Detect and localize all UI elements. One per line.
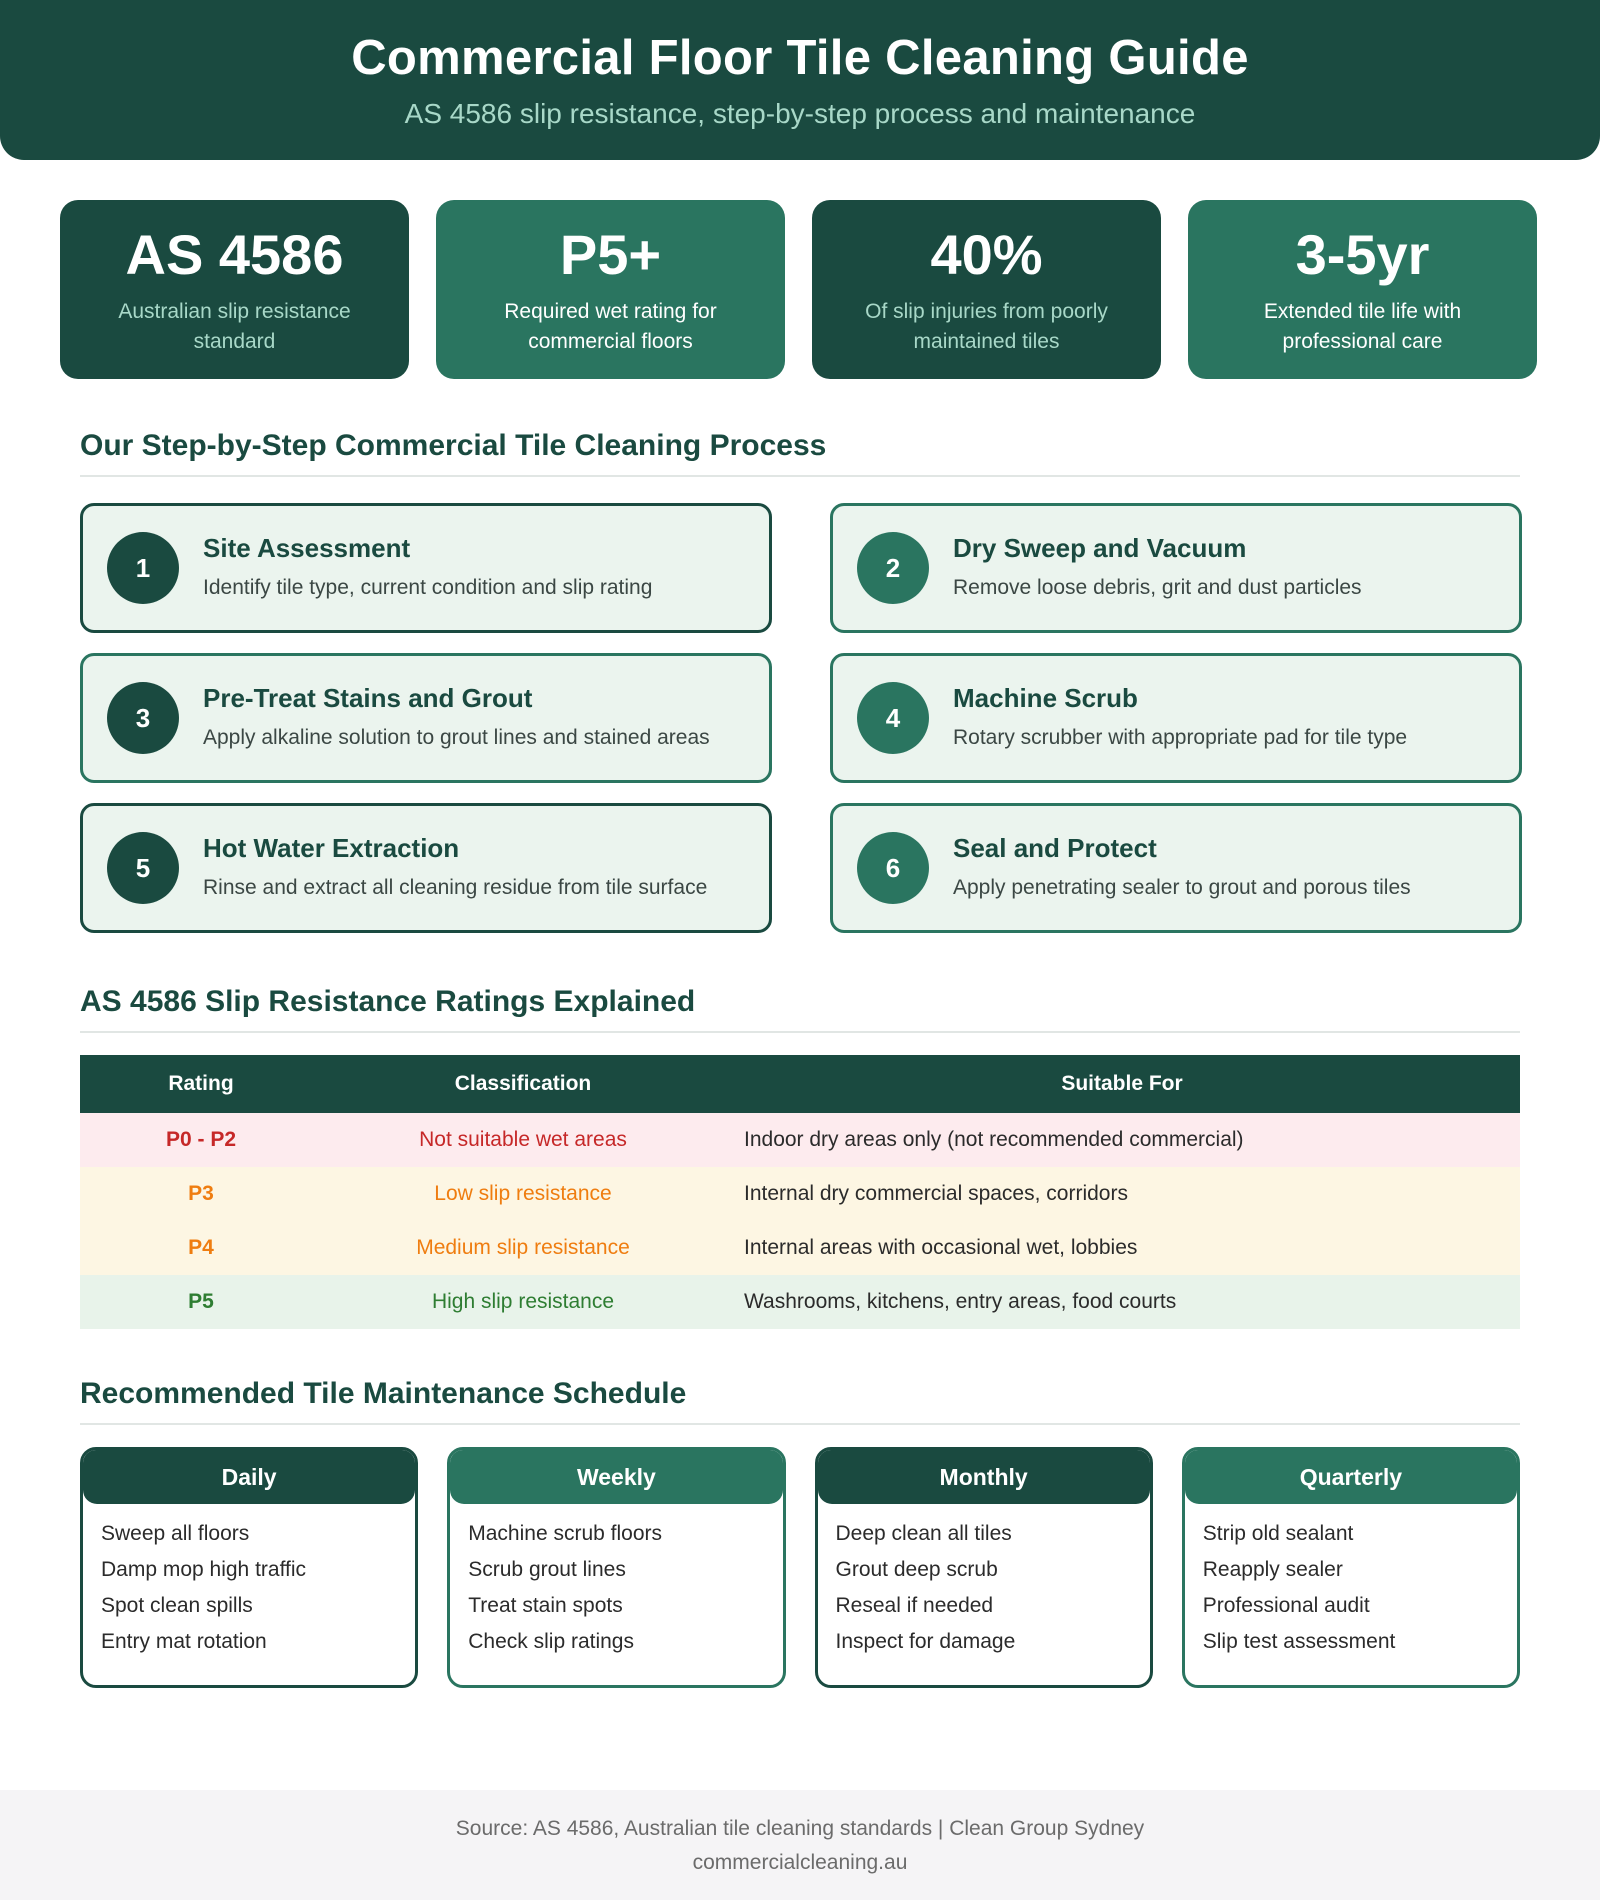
step-number-badge: 4 (857, 682, 929, 754)
classification-cell: Low slip resistance (434, 1182, 612, 1205)
classification-cell: High slip resistance (431, 1290, 615, 1313)
step-description: Rotary scrubber with appropriate pad for tile type (953, 725, 1408, 749)
rating-cell: P0 - P2 (165, 1128, 237, 1151)
stat-value: AS 4586 (125, 223, 344, 286)
schedule-card-heading: Quarterly (1185, 1450, 1517, 1504)
list-item: Reseal if needed (835, 1594, 994, 1617)
step-title: Machine Scrub (953, 682, 1138, 713)
schedule-card-quarterly (1182, 1447, 1520, 1688)
table-row (80, 1113, 1520, 1167)
process-section (80, 429, 1520, 1688)
step-card-2 (830, 503, 1522, 633)
schedule-title: Recommended Tile Maintenance Schedule (80, 1377, 1520, 1425)
table-header-row (80, 1055, 1520, 1113)
stat-card-injuries (812, 200, 1161, 379)
step-description: Identify tile type, current condition and slip rating (203, 575, 653, 599)
step-number-badge: 6 (857, 832, 929, 904)
schedule-card-weekly (447, 1447, 785, 1688)
table-row (80, 1167, 1520, 1221)
stat-card-rating (436, 200, 785, 379)
ratings-title: AS 4586 Slip Resistance Ratings Explained (80, 985, 1520, 1033)
step-title: Seal and Protect (953, 832, 1157, 863)
list-item: Treat stain spots (468, 1594, 623, 1617)
stat-value: 3-5yr (1295, 223, 1430, 286)
suitable-cell: Indoor dry areas only (not recommended commercial) (744, 1128, 1244, 1151)
list-item: Slip test assessment (1202, 1630, 1396, 1653)
step-number-badge: 1 (107, 532, 179, 604)
step-number-badge: 5 (107, 832, 179, 904)
step-description: Apply alkaline solution to grout lines and stained areas (203, 725, 710, 749)
stat-label: Required wet rating for commercial floors (504, 299, 717, 354)
step-title: Site Assessment (203, 532, 411, 563)
schedule-card-daily (80, 1447, 418, 1688)
step-card-4 (830, 653, 1522, 783)
suitable-cell: Internal dry commercial spaces, corridors (744, 1182, 1128, 1205)
list-item: Professional audit (1202, 1594, 1370, 1617)
step-card-3 (80, 653, 772, 783)
step-description: Apply penetrating sealer to grout and porous tiles (953, 875, 1411, 899)
list-item: Reapply sealer (1202, 1558, 1343, 1581)
step-number-badge: 2 (857, 532, 929, 604)
stat-label: Of slip injuries from poorly maintained tiles (865, 299, 1108, 354)
step-card-6 (830, 803, 1522, 933)
list-item: Deep clean all tiles (835, 1522, 1012, 1545)
classification-cell: Medium slip resistance (416, 1236, 630, 1259)
stat-label: Australian slip resistance standard (118, 299, 351, 354)
schedule-card-heading: Daily (83, 1450, 415, 1504)
column-header-suitable-for: Suitable For (724, 1055, 1520, 1113)
rating-cell: P3 (188, 1182, 214, 1205)
stat-card-tile-life (1188, 200, 1537, 379)
list-item: Inspect for damage (835, 1630, 1016, 1653)
process-title: Our Step-by-Step Commercial Tile Cleaning Process (80, 429, 1520, 477)
step-description: Remove loose debris, grit and dust particles (953, 575, 1362, 599)
footer-website: commercialcleaning.au (692, 1851, 908, 1874)
classification-cell: Not suitable wet areas (419, 1128, 627, 1151)
footer-source: Source: AS 4586, Australian tile cleaning standards | Clean Group Sydney (455, 1817, 1145, 1840)
rating-cell: P4 (188, 1236, 214, 1259)
list-item: Spot clean spills (101, 1594, 253, 1617)
step-description: Rinse and extract all cleaning residue from tile surface (203, 875, 708, 899)
step-card-1 (80, 503, 772, 633)
page-title: Commercial Floor Tile Cleaning Guide (351, 31, 1249, 85)
page-footer (0, 1790, 1600, 1900)
schedule-card-monthly (815, 1447, 1153, 1688)
column-header-rating: Rating (80, 1055, 322, 1113)
stat-value: 40% (930, 223, 1043, 286)
stat-card-standard (60, 200, 409, 379)
list-item: Scrub grout lines (468, 1558, 626, 1581)
list-item: Check slip ratings (468, 1630, 634, 1653)
steps-grid (80, 503, 1520, 933)
suitable-cell: Internal areas with occasional wet, lobbies (744, 1236, 1138, 1259)
list-item: Grout deep scrub (835, 1558, 998, 1581)
step-number-badge: 3 (107, 682, 179, 754)
stat-label: Extended tile life with professional care (1263, 299, 1462, 354)
page-header (0, 0, 1600, 160)
stats-row (0, 200, 1600, 379)
step-title: Dry Sweep and Vacuum (953, 532, 1247, 563)
column-header-classification: Classification (322, 1055, 724, 1113)
stat-value: P5+ (559, 223, 662, 286)
suitable-cell: Washrooms, kitchens, entry areas, food courts (744, 1290, 1177, 1313)
step-card-5 (80, 803, 772, 933)
table-row (80, 1221, 1520, 1275)
list-item: Damp mop high traffic (101, 1558, 307, 1581)
step-title: Pre-Treat Stains and Grout (203, 682, 533, 713)
schedule-card-heading: Monthly (818, 1450, 1150, 1504)
list-item: Machine scrub floors (468, 1522, 662, 1545)
table-row (80, 1275, 1520, 1329)
page-subtitle: AS 4586 slip resistance, step-by-step process and maintenance (404, 98, 1196, 129)
rating-cell: P5 (188, 1290, 214, 1313)
list-item: Entry mat rotation (101, 1630, 267, 1653)
list-item: Strip old sealant (1202, 1522, 1354, 1545)
step-title: Hot Water Extraction (203, 832, 460, 863)
ratings-table (80, 1055, 1520, 1329)
schedule-grid (80, 1447, 1520, 1688)
schedule-card-heading: Weekly (450, 1450, 782, 1504)
list-item: Sweep all floors (101, 1522, 250, 1545)
